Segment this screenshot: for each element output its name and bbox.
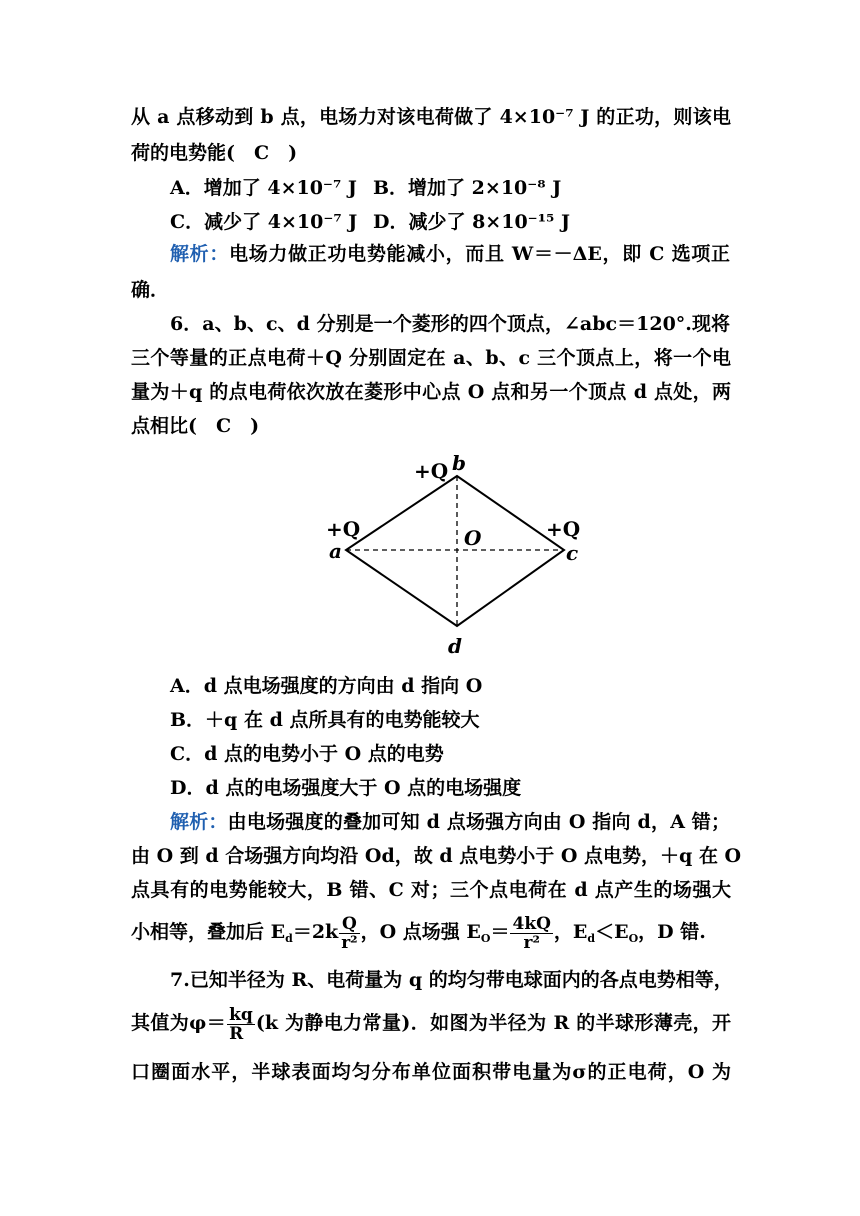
fraction-numerator: Q [339,915,359,934]
rhombus-diagram [318,448,598,660]
q7-stem-line-3: 口圈面水平，半球表面均匀分布单位面积带电量为σ的正电荷，O 为 [131,1061,731,1083]
q7-text-2a: 其值为φ＝ [131,1012,227,1034]
label-b-charge: +Q [414,459,449,483]
q7-stem-line-1: 7.已知半径为 R、电荷量为 q 的均匀带电球面内的各点电势相等， [170,969,733,991]
q6-analysis-line-3: 点具有的电势能较大，B 错、C 对；三个点电荷在 d 点产生的场强大 [131,879,731,901]
q6-stem-line-2: 三个等量的正点电荷＋Q 分别固定在 a、b、c 三个顶点上，将一个电 [131,347,731,369]
q6-option-b: B．＋q 在 d 点所具有的电势能较大 [170,709,480,731]
rhombus-outline [346,476,564,626]
label-c: c [566,541,579,565]
subscript-d: d [285,932,293,945]
q6-analysis-text: 由电场强度的叠加可知 d 点场强方向由 O 指向 d，A 错； [227,811,730,833]
q6-stem-line-4: 点相比( C ) [131,415,260,437]
q6-analysis-line-1 [170,810,730,834]
analysis-text-4e: ，E [553,921,588,943]
fraction-numerator: 4kQ [512,913,551,934]
label-a-charge: +Q [326,517,361,541]
fraction-numerator: kq [229,1004,253,1025]
q6-analysis-line-4 [131,912,731,952]
q5-option-c: C．减少了 4×10⁻⁷ J [170,211,358,233]
label-d: d [448,634,462,658]
analysis-text-4d: ＝ [490,921,510,943]
fraction-denominator: r² [523,932,540,953]
fraction-denominator: r² [341,932,358,953]
q5-option-d: D．减少了 8×10⁻¹⁵ J [373,211,570,233]
analysis-label: 解析： [170,243,230,265]
analysis-text-4b: ＝2k [292,921,339,943]
q6-analysis-line-2: 由 O 到 d 合场强方向均沿 Od，故 d 点电势小于 O 点电势，＋q 在 O [131,845,742,867]
analysis-label: 解析： [170,811,228,833]
q6-stem-line-1: 6．a、b、c、d 分别是一个菱形的四个顶点，∠abc＝120°.现将 [170,313,730,335]
q5-analysis-line-2: 确． [131,279,170,301]
analysis-text-4c: ，O 点场强 E [360,921,481,943]
label-b: b [452,451,466,475]
analysis-text-4a: 小相等，叠加后 E [131,921,286,943]
label-c-charge: +Q [546,517,581,541]
q5-option-b: B．增加了 2×10⁻⁸ J [373,177,562,199]
subscript-o: O [628,932,639,945]
fraction-q-over-r2 [339,915,359,952]
q6-stem-line-3: 量为＋q 的点电荷依次放在菱形中心点 O 点和另一个顶点 d 点处，两 [131,381,731,403]
q5-stem-line-2: 荷的电势能( C ) [131,142,298,164]
label-o: O [464,526,482,550]
label-a: a [329,539,342,563]
q5-analysis-text: 电场力做正功电势能减小，而且 W＝－ΔE，即 C 选项正 [229,243,730,265]
q5-stem-line-1: 从 a 点移动到 b 点，电场力对该电荷做了 4×10⁻⁷ J 的正功，则该电 [131,106,731,128]
q5-analysis-line-1 [170,242,730,266]
q6-option-c: C．d 点的电势小于 O 点的电势 [170,743,444,765]
q6-option-d: D．d 点的电场强度大于 O 点的电场强度 [170,777,522,799]
subscript-d: d [587,932,596,945]
q7-text-2b: (k 为静电力常量)．如图为半径为 R 的半球形薄壳，开 [255,1012,731,1034]
q6-option-a: A．d 点电场强度的方向由 d 指向 O [170,675,483,697]
fraction-4kq-over-r2 [510,915,552,952]
analysis-text-4g: ，D 错. [638,921,706,943]
analysis-text-4f: ＜E [595,921,629,943]
fraction-denominator: R [229,1023,244,1044]
q7-stem-line-2 [131,1003,731,1043]
subscript-o: O [480,932,491,945]
fraction-kq-over-r [227,1006,255,1043]
q5-option-a: A．增加了 4×10⁻⁷ J [170,177,357,199]
